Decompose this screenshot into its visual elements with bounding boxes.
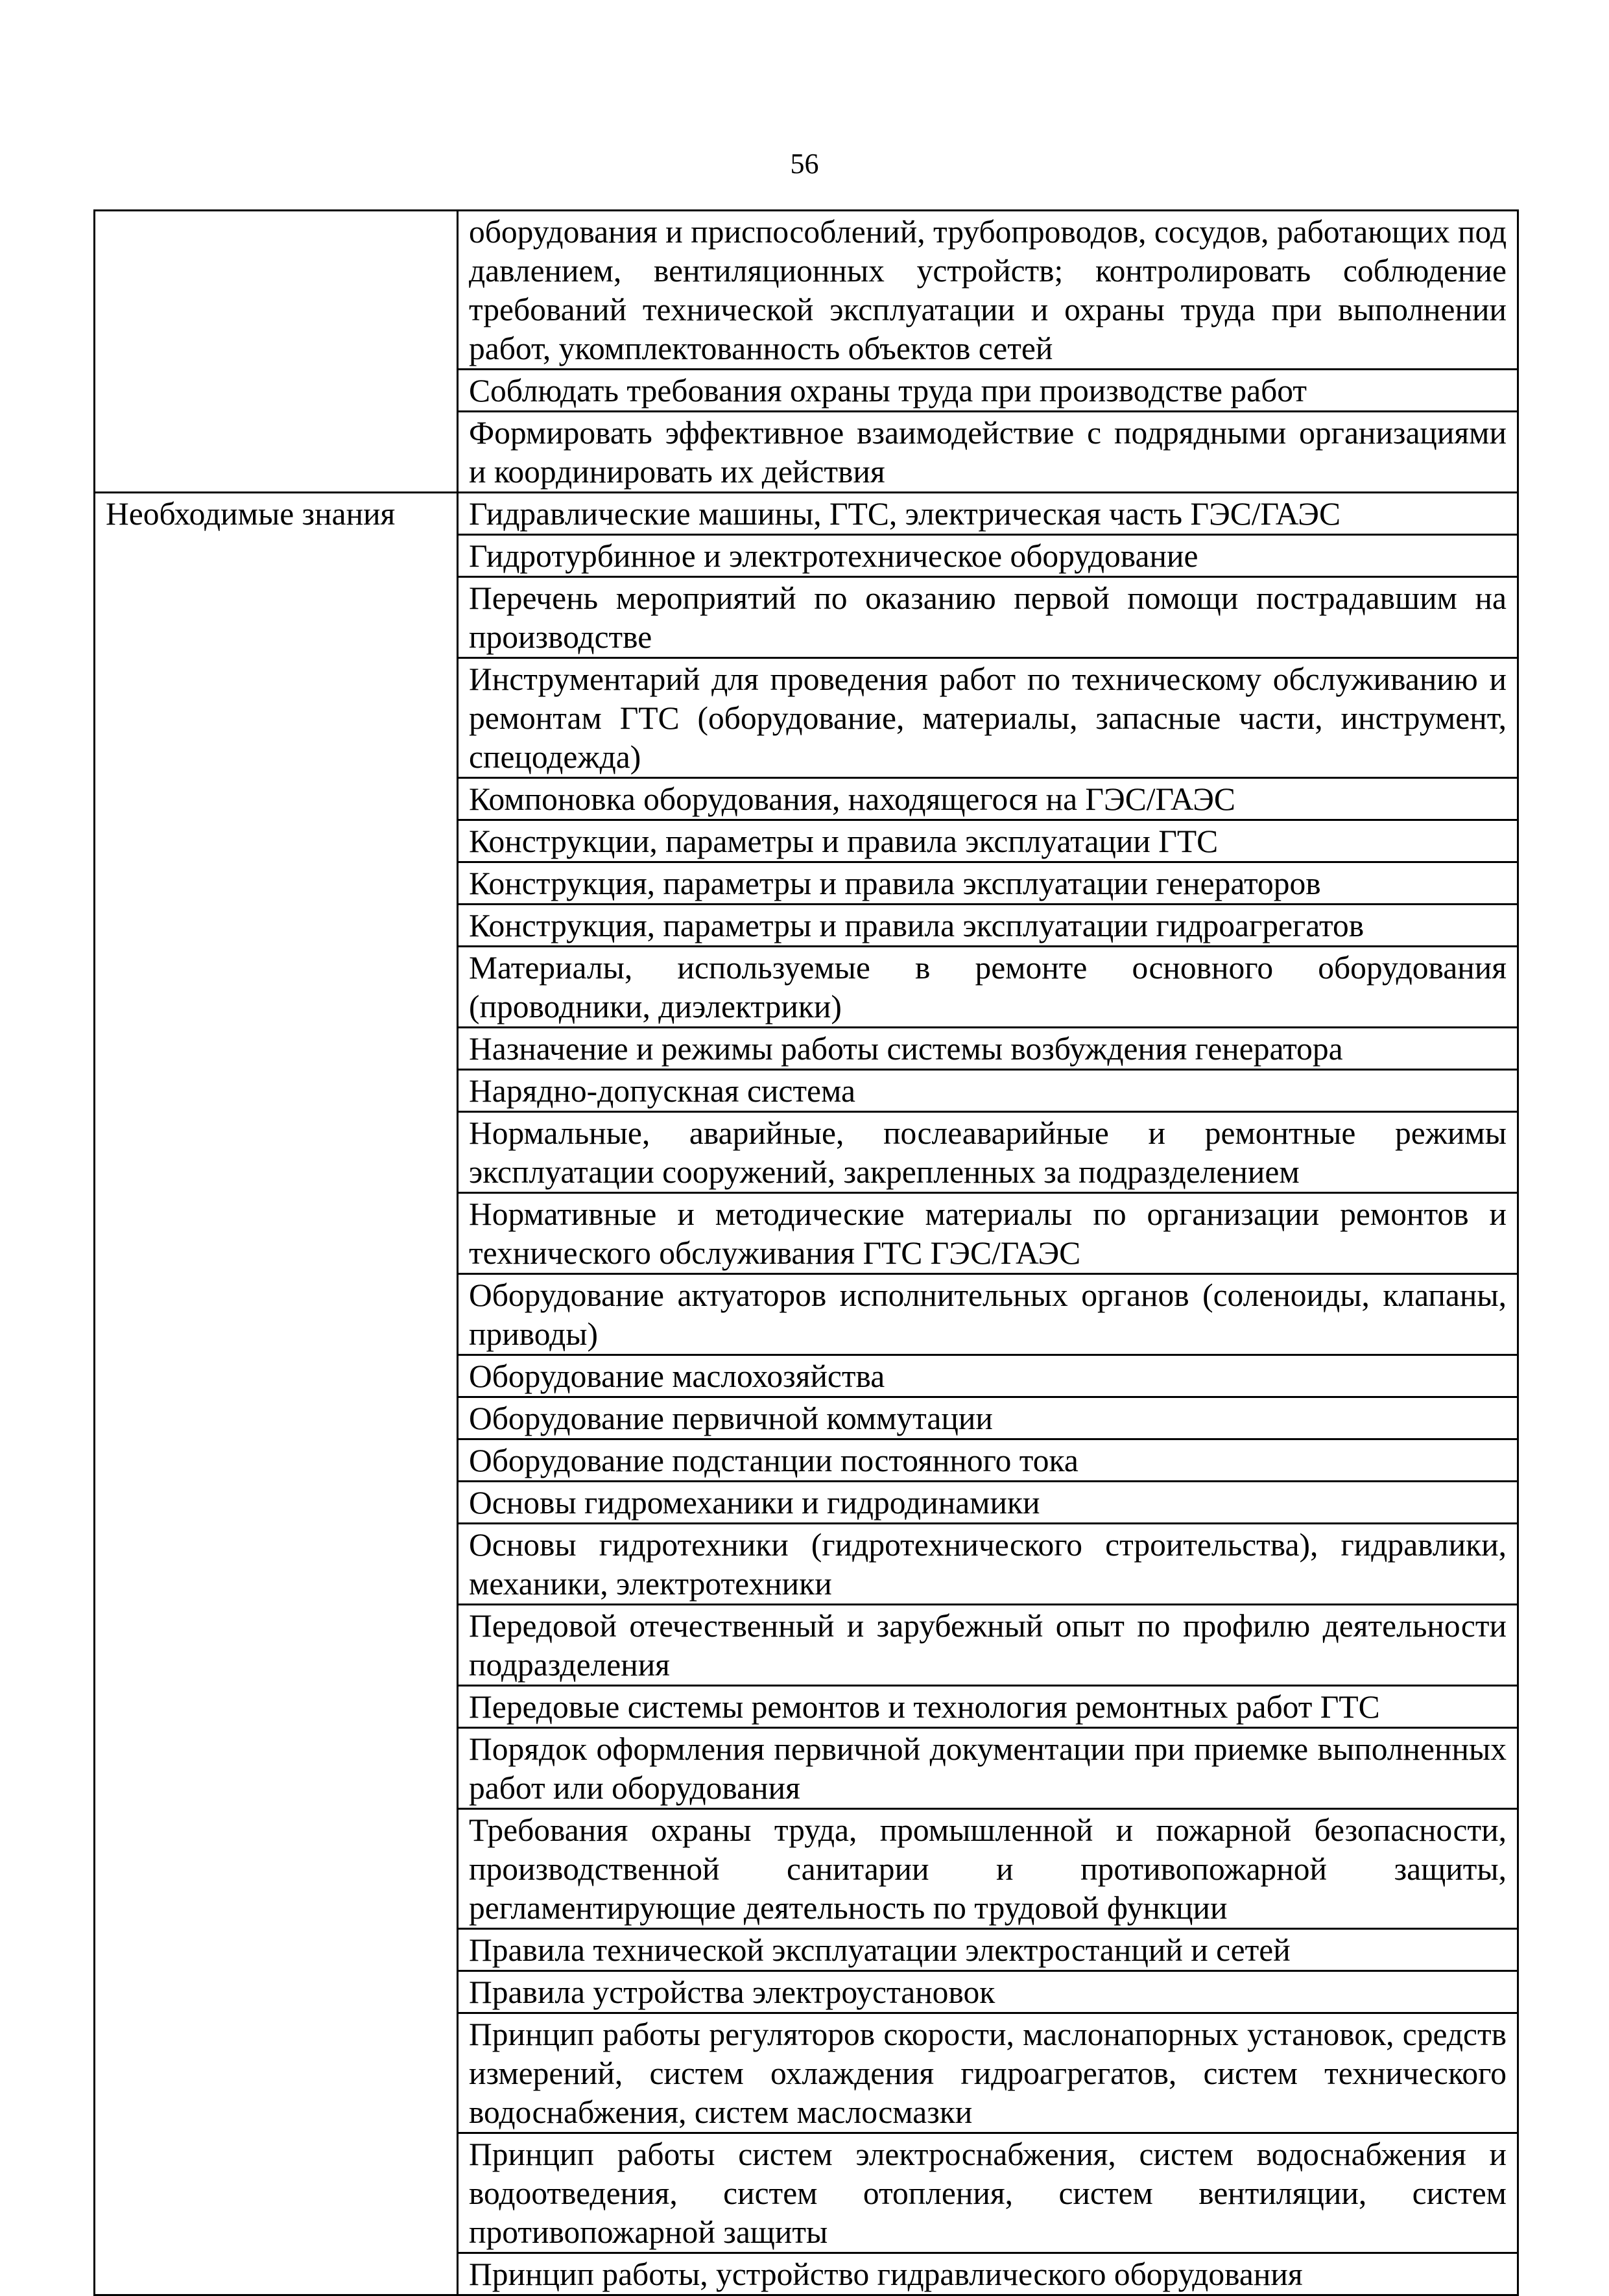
table-cell: Формировать эффективное взаимодействие с подрядными организациями и координировать их действия (458, 412, 1518, 493)
table-cell: Принцип работы систем электроснабжения, систем водоснабжения и водоотведения, систем отопления, систем вентиляции, систем противопожарной защиты (458, 2133, 1518, 2253)
table-cell: Компоновка оборудования, находящегося на ГЭС/ГАЭС (458, 778, 1518, 820)
table-cell: Конструкции, параметры и правила эксплуатации ГТС (458, 820, 1518, 862)
table-cell: Оборудование первичной коммутации (458, 1397, 1518, 1439)
table-cell: Основы гидротехники (гидротехнического строительства), гидравлики, механики, электротехники (458, 1524, 1518, 1605)
table-cell: Нормативные и методические материалы по организации ремонтов и технического обслуживания ГТС ГЭС/ГАЭС (458, 1193, 1518, 1274)
table-cell: Гидротурбинное и электротехническое оборудование (458, 535, 1518, 577)
table-cell: Нарядно-допускная система (458, 1070, 1518, 1112)
page-number: 56 (790, 148, 819, 180)
table-cell: Оборудование актуаторов исполнительных органов (соленоиды, клапаны, приводы) (458, 1274, 1518, 1355)
table-cell: Оборудование маслохозяйства (458, 1355, 1518, 1397)
table-cell: Правила технической эксплуатации электростанций и сетей (458, 1929, 1518, 1971)
table-row (95, 211, 1518, 370)
table-cell: Требования охраны труда, промышленной и пожарной безопасности, производственной санитарии и противопожарной защиты, регламентирующие деятельность по трудовой функции (458, 1809, 1518, 1929)
table-row (95, 493, 1518, 535)
table-cell: Принцип работы, устройство гидравлического оборудования (458, 2253, 1518, 2295)
table-cell: Назначение и режимы работы системы возбуждения генератора (458, 1028, 1518, 1070)
table-cell: Порядок оформления первичной документации при приемке выполненных работ или оборудования (458, 1728, 1518, 1809)
table-cell: Правила устройства электроустановок (458, 1971, 1518, 2013)
table-cell: Нормальные, аварийные, послеаварийные и ремонтные режимы эксплуатации сооружений, закрепленных за подразделением (458, 1112, 1518, 1193)
table-cell: Основы гидромеханики и гидродинамики (458, 1482, 1518, 1524)
table-cell: Соблюдать требования охраны труда при производстве работ (458, 370, 1518, 412)
table-cell: Принцип работы регуляторов скорости, маслонапорных установок, средств измерений, систем охлаждения гидроагрегатов, систем технического водоснабжения, систем маслосмазки (458, 2013, 1518, 2133)
table-cell: Гидравлические машины, ГТС, электрическая часть ГЭС/ГАЭС (458, 493, 1518, 535)
section-label: Необходимые знания (95, 493, 458, 2295)
table-cell: Перечень мероприятий по оказанию первой помощи пострадавшим на производстве (458, 577, 1518, 658)
table-cell: Инструментарий для проведения работ по техническому обслуживанию и ремонтам ГТС (оборудование, материалы, запасные части, инструмент, спецодежда) (458, 658, 1518, 778)
table-cell: Передовые системы ремонтов и технология ремонтных работ ГТС (458, 1686, 1518, 1728)
table-cell: Конструкция, параметры и правила эксплуатации гидроагрегатов (458, 905, 1518, 947)
competency-table (93, 209, 1519, 2296)
table-cell: Материалы, используемые в ремонте основного оборудования (проводники, диэлектрики) (458, 947, 1518, 1028)
table-cell-empty-label (95, 211, 458, 493)
table-cell: Конструкция, параметры и правила эксплуатации генераторов (458, 862, 1518, 905)
table-cell: оборудования и приспособлений, трубопроводов, сосудов, работающих под давлением, вентиляционных устройств; контролировать соблюдение требований технической эксплуатации и охраны труда при выполнении работ, укомплектованность объектов сетей (458, 211, 1518, 370)
table-cell: Оборудование подстанции постоянного тока (458, 1439, 1518, 1482)
table-cell: Передовой отечественный и зарубежный опыт по профилю деятельности подразделения (458, 1605, 1518, 1686)
